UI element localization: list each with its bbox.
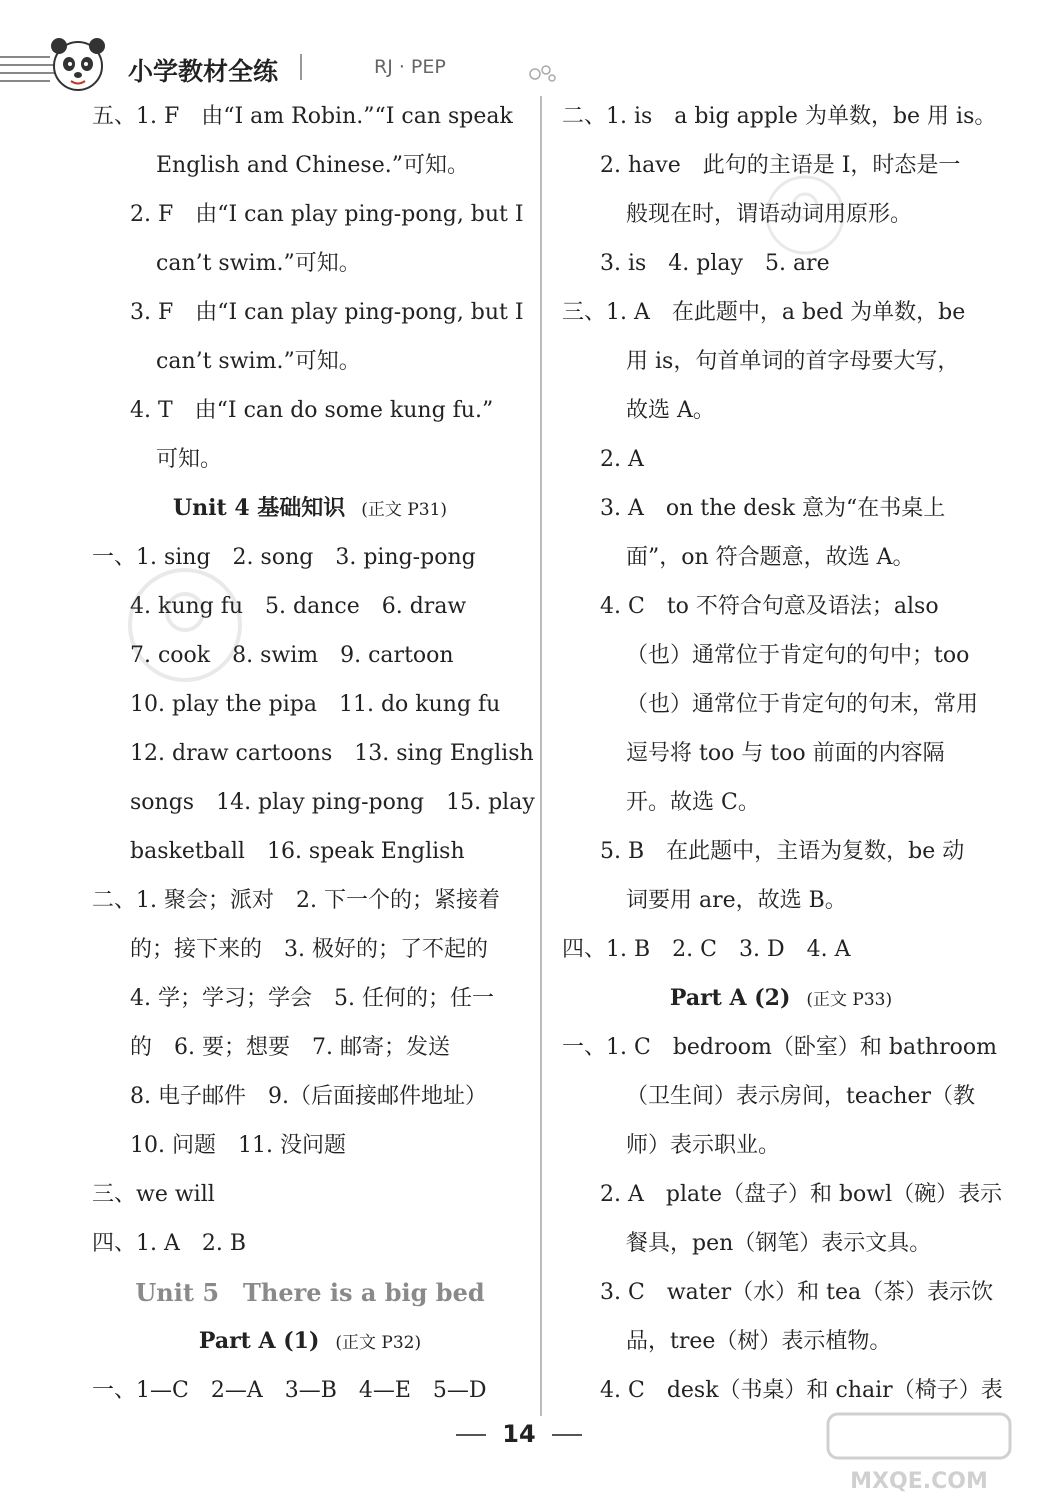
answer-text: Part A (2) — [669, 985, 791, 1011]
answer-text: basketball 16. speak English — [130, 839, 465, 864]
answer-text: 2. A plate（盘子）和 bowl（碗）表示 — [600, 1182, 1003, 1207]
answer-line — [562, 1170, 1003, 1219]
answer-text: 二、1. is a big apple 为单数，be 用 is。 — [562, 104, 997, 129]
answer-line — [562, 631, 1000, 680]
answer-line — [92, 190, 528, 239]
answer-line — [562, 484, 1000, 533]
header-rule — [0, 80, 50, 82]
answer-line — [562, 1317, 1000, 1366]
answer-text: 10. play the pipa 11. do kung fu — [130, 692, 501, 717]
answer-text: 的 6. 要；想要 7. 邮寄；发送 — [130, 1035, 450, 1060]
answer-text: 用 is，句首单词的首字母要大写， — [626, 349, 960, 374]
answer-line — [562, 1072, 1000, 1121]
answer-line — [92, 827, 528, 876]
panda-mascot-icon — [44, 30, 112, 98]
section-heading — [92, 1268, 528, 1317]
edition-label: RJ · PEP — [374, 56, 446, 78]
answer-text: 4. C desk（书桌）和 chair（椅子）表 — [600, 1378, 1003, 1403]
header-rule — [0, 56, 50, 58]
answer-text: 品，tree（树）表示植物。 — [626, 1329, 892, 1354]
page-header — [0, 0, 1038, 100]
answer-line — [92, 337, 528, 386]
answer-text: 师）表示职业。 — [626, 1133, 781, 1158]
answer-text: 7. cook 8. swim 9. cartoon — [130, 643, 454, 668]
page-reference: (正文 P31) — [361, 500, 448, 520]
answer-text: 4. kung fu 5. dance 6. draw — [130, 594, 467, 619]
answer-text: 4. T 由“I can do some kung fu.” — [130, 398, 494, 423]
answer-text: 面”，on 符合题意，故选 A。 — [626, 545, 915, 570]
watermark-text: MXQE.COM — [850, 1469, 988, 1494]
answer-line — [92, 288, 528, 337]
answer-text: English and Chinese.”可知。 — [156, 153, 469, 178]
answer-line — [92, 239, 528, 288]
answer-text: 12. draw cartoons 13. sing English — [130, 741, 534, 766]
section-heading — [562, 974, 1000, 1023]
answer-line — [92, 925, 528, 974]
answer-line — [562, 386, 1000, 435]
answer-line — [92, 1072, 528, 1121]
answer-text: （也）通常位于肯定句的句末，常用 — [626, 692, 979, 717]
section-heading — [92, 484, 528, 533]
section-heading — [92, 1317, 528, 1366]
answer-text: 3. F 由“I can play ping-pong, but I — [130, 300, 524, 325]
brand-title: 小学教材全练 — [128, 57, 279, 86]
answer-line — [562, 729, 1000, 778]
answer-line — [92, 778, 535, 827]
answer-line — [92, 1023, 528, 1072]
answer-text: can’t swim.”可知。 — [156, 349, 361, 374]
answer-text: 2. F 由“I can play ping-pong, but I — [130, 202, 524, 227]
answer-line — [92, 1366, 528, 1415]
answer-line — [562, 1366, 1003, 1415]
answer-text: 5. B 在此题中，主语为复数，be 动 — [600, 839, 965, 864]
answer-text: 逗号将 too 与 too 前面的内容隔 — [626, 741, 945, 766]
answer-line — [92, 1170, 528, 1219]
quick-answer-watermark-icon — [760, 170, 850, 260]
answer-line — [562, 1219, 1000, 1268]
answer-line — [562, 827, 1000, 876]
answer-line — [92, 1121, 528, 1170]
answer-text: 故选 A。 — [626, 398, 715, 423]
answer-line — [562, 925, 1000, 974]
answer-text: 一、1—C 2—A 3—B 4—E 5—D — [92, 1378, 487, 1403]
answer-line — [562, 337, 1000, 386]
column-divider — [540, 96, 542, 1416]
answer-text: Part A (1) — [198, 1328, 320, 1354]
answer-text: 一、1. C bedroom（卧室）和 bathroom — [562, 1035, 997, 1060]
answer-text: 可知。 — [156, 447, 223, 472]
answer-line — [562, 1121, 1000, 1170]
quick-answer-watermark-icon — [120, 560, 250, 690]
answer-line — [562, 582, 1000, 631]
answer-line — [562, 680, 1000, 729]
page-number-value: 14 — [502, 1420, 536, 1448]
answer-text: 四、1. B 2. C 3. D 4. A — [562, 937, 851, 962]
answer-text: 词要用 are，故选 B。 — [626, 888, 847, 913]
answer-line — [562, 876, 1000, 925]
answer-text: 的；接下来的 3. 极好的；了不起的 — [130, 937, 488, 962]
answer-column-right — [562, 92, 1003, 1415]
answer-line — [562, 288, 1000, 337]
answer-text: songs 14. play ping-pong 15. play — [130, 790, 535, 815]
answer-text: （卫生间）表示房间，teacher（教 — [626, 1084, 976, 1109]
answer-text: 8. 电子邮件 9.（后面接邮件地址） — [130, 1084, 487, 1109]
answer-line — [562, 1268, 1000, 1317]
answer-text: 三、we will — [92, 1182, 215, 1207]
answer-text: 4. C to 不符合句意及语法；also — [600, 594, 939, 619]
brand-separator — [300, 54, 302, 80]
answer-text: 开。故选 C。 — [626, 790, 760, 815]
answer-line — [92, 386, 528, 435]
site-watermark-logo — [824, 1410, 1014, 1496]
answer-text: 2. A — [600, 447, 644, 472]
answer-line — [562, 778, 1000, 827]
answer-line — [92, 729, 534, 778]
answer-line — [92, 141, 528, 190]
page-reference: (正文 P32) — [335, 1333, 422, 1353]
answer-line — [92, 1219, 528, 1268]
answer-text: 三、1. A 在此题中，a bed 为单数，be — [562, 300, 966, 325]
answer-text: 3. C water（水）和 tea（茶）表示饮 — [600, 1280, 994, 1305]
answer-text: 3. is 4. play 5. are — [600, 251, 830, 276]
answer-text: 2. have 此句的主语是 I，时态是一 — [600, 153, 961, 178]
answer-text: 般现在时，谓语动词用原形。 — [626, 202, 913, 227]
answer-text: 餐具，pen（钢笔）表示文具。 — [626, 1231, 932, 1256]
answer-text: 3. A on the desk 意为“在书桌上 — [600, 496, 946, 521]
answer-text: 四、1. A 2. B — [92, 1231, 247, 1256]
rings-icon — [528, 62, 558, 84]
answer-text: 4. 学；学习；学会 5. 任何的；任一 — [130, 986, 494, 1011]
page-reference: (正文 P33) — [806, 990, 893, 1010]
answer-text: can’t swim.”可知。 — [156, 251, 361, 276]
answer-line — [562, 435, 1000, 484]
answer-text: Unit 5 There is a big bed — [135, 1278, 485, 1307]
answer-text: 二、1. 聚会；派对 2. 下一个的；紧接着 — [92, 888, 500, 913]
answer-text: 一、1. sing 2. song 3. ping-pong — [92, 545, 476, 570]
answer-line — [562, 1023, 1000, 1072]
answer-line — [562, 533, 1000, 582]
answer-text: Unit 4 基础知识 — [172, 495, 346, 521]
answer-line — [92, 435, 528, 484]
answer-column-left — [92, 92, 535, 1415]
answer-text: 10. 问题 11. 没问题 — [130, 1133, 346, 1158]
answer-line — [92, 876, 528, 925]
answer-line — [562, 92, 1000, 141]
answer-text: （也）通常位于肯定句的句中；too — [626, 643, 970, 668]
answer-text: 五、1. F 由“I am Robin.”“I can speak — [92, 104, 513, 129]
answer-line — [92, 92, 528, 141]
answer-line — [92, 974, 528, 1023]
